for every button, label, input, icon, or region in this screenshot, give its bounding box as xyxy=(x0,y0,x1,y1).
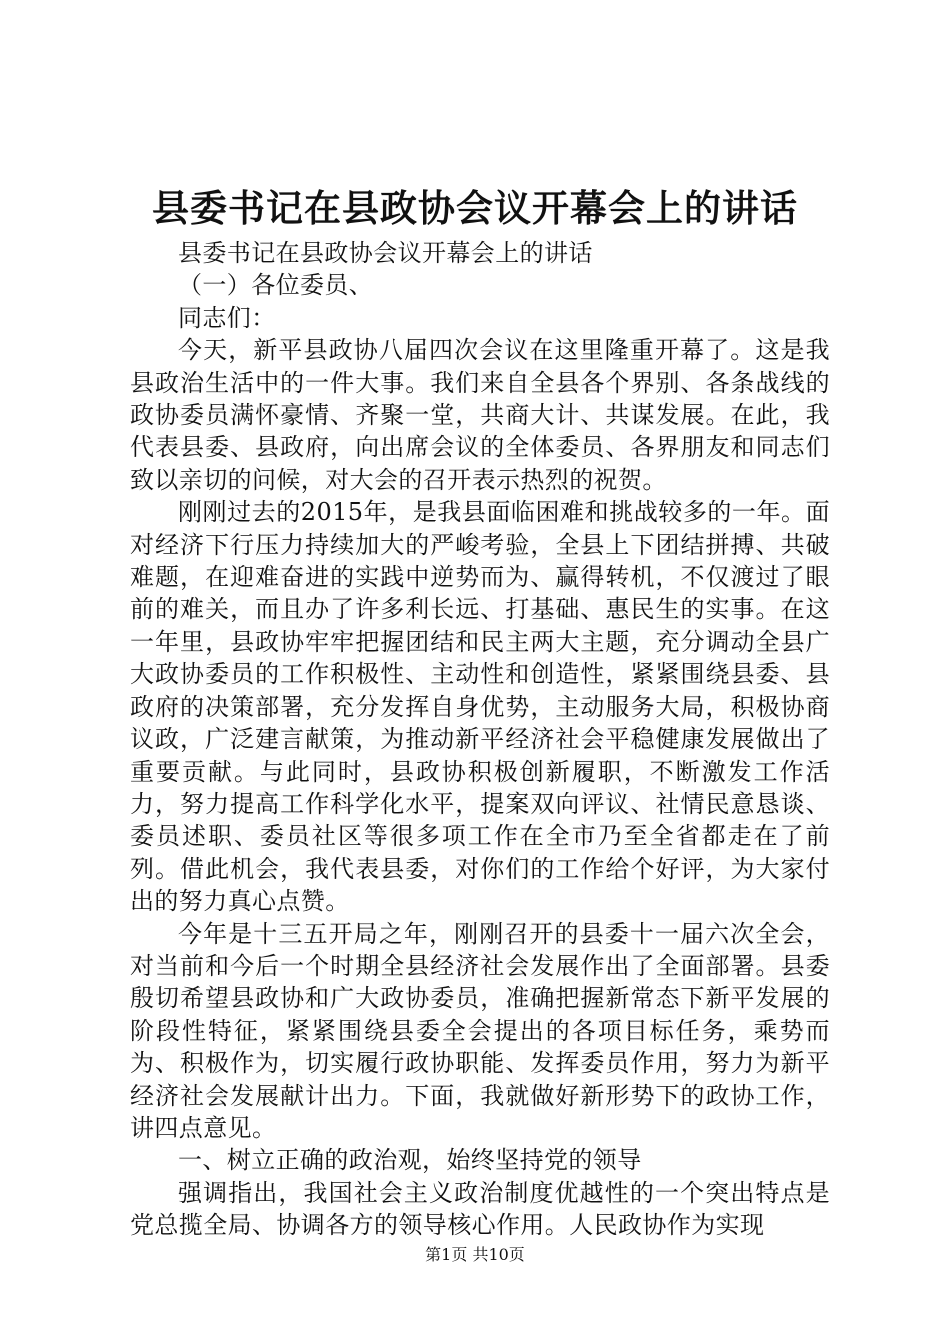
page-number-footer: 第1页 共10页 xyxy=(425,1245,525,1264)
paragraph-section-1: 强调指出，我国社会主义政治制度优越性的一个突出特点是党总揽全局、协调各方的领导核心作用。人民政协作为实现 xyxy=(130,1178,830,1240)
paragraph-this-year: 今年是十三五开局之年，刚刚召开的县委十一届六次全会，对当前和今后一个时期全县经济社会发展作出了全面部署。县委殷切希望县政协和广大政协委员，准确把握新常态下新平发展的阶段性特征，紧紧围绕县委全会提出的各项目标任务，乘势而为、积极作为，切实履行政协职能、发挥委员作用，努力为新平经济社会发展献计出力。下面，我就做好新形势下的政协工作，讲四点意见。 xyxy=(130,919,830,1142)
paragraph-salutation-2: 同志们： xyxy=(178,303,276,332)
section-heading-1: 一、树立正确的政治观，始终坚持党的领导 xyxy=(178,1146,642,1175)
paragraph-subtitle: 县委书记在县政协会议开幕会上的讲话 xyxy=(178,239,593,267)
paragraph-review-2015: 刚刚过去的2015年，是我县面临困难和挑战较多的一年。面对经济下行压力持续加大的严峻考验，全县上下团结拼搏、共破难题，在迎难奋进的实践中逆势而为、赢得转机，不仅渡过了眼前的难关，而且办了许多利长远、打基础、惠民生的实事。在这一年里，县政协牢牢把握团结和民主两大主题，充分调动全县广大政协委员的工作积极性、主动性和创造性，紧紧围绕县委、县政府的决策部署，充分发挥自身优势，主动服务大局，积极协商议政，广泛建言献策，为推动新平经济社会平稳健康发展做出了重要贡献。与此同时，县政协积极创新履职，不断激发工作活力，努力提高工作科学化水平，提案双向评议、社情民意恳谈、委员述职、委员社区等很多项工作在全市乃至全省都走在了前列。借此机会，我代表县委，对你们的工作给个好评，为大家付出的努力真心点赞。 xyxy=(130,498,830,916)
paragraph-salutation-1: （一）各位委员、 xyxy=(178,271,374,300)
paragraph-opening: 今天，新平县政协八届四次会议在这里隆重开幕了。这是我县政治生活中的一件大事。我们来自全县各个界别、各条战线的政协委员满怀豪情、齐聚一堂，共商大计、共谋发展。在此，我代表县委、县政府，向出席会议的全体委员、各界朋友和同志们致以亲切的问候，对大会的召开表示热烈的祝贺。 xyxy=(130,336,830,494)
document-body xyxy=(130,237,830,1242)
document-title: 县委书记在县政协会议开幕会上的讲话 xyxy=(152,186,798,230)
